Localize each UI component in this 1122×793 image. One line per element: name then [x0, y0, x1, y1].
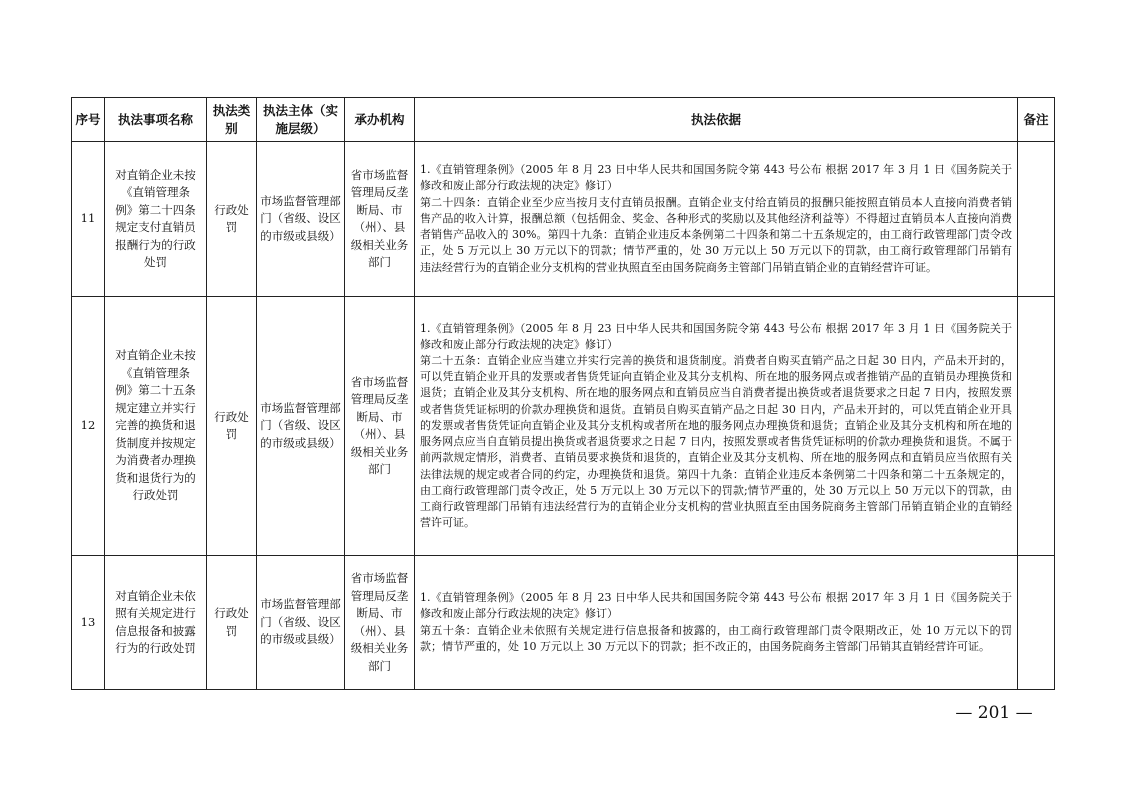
table-row — [72, 297, 1055, 556]
row-item-name: 对直销企业未按《直销管理条例》第二十五条规定建立并实行完善的换货和退货制度并按规定为消费者办理换货和退货行为的行政处罚 — [105, 297, 207, 556]
row-basis — [415, 297, 1018, 556]
table-row — [72, 142, 1055, 297]
row-remark — [1018, 556, 1055, 690]
row-remark — [1018, 142, 1055, 297]
row-subject: 市场监督管理部门（省级、设区的市级或县级） — [257, 142, 345, 297]
row-subject: 市场监督管理部门（省级、设区的市级或县级） — [257, 556, 345, 690]
row-category: 行政处罚 — [207, 142, 257, 297]
row-agency: 省市场监督管理局反垄断局、市（州）、县级相关业务部门 — [345, 556, 415, 690]
table-row — [72, 556, 1055, 690]
enforcement-items-table — [71, 97, 1055, 690]
header-remark: 备注 — [1018, 98, 1055, 142]
row-basis — [415, 556, 1018, 690]
row-agency: 省市场监督管理局反垄断局、市（州）、县级相关业务部门 — [345, 142, 415, 297]
basis-source: 1.《直销管理条例》（2005 年 8 月 23 日中华人民共和国国务院令第 443 号公布 根据 2017 年 3 月 1 日《国务院关于修改和废止部分行政法规的决定》修订） — [420, 591, 1012, 621]
basis-articles: 第二十四条：直销企业至少应当按月支付直销员报酬。直销企业支付给直销员的报酬只能按照直销员本人直接向消费者销售产品的收入计算，报酬总额（包括佣金、奖金、各种形式的奖励以及其他经济利益等）不得超过直销员本人直接向消费者销售产品收入的 30%。第四十九条：直销企业违反本条例第二十四条和第二十五条规定的，由工商行政管理部门责令改正，处 5 万元以上 30 万元以下的罚款；情节严重的，处 30 万元以上 50 万元以下的罚款，由工商行政管理部门吊销有违法经营行为的直销企业分支机构的营业执照直至由国务院商务主管部门吊销直销企业的直销经营许可证。 — [420, 195, 1012, 274]
table-header-row — [72, 98, 1055, 142]
basis-source: 1.《直销管理条例》（2005 年 8 月 23 日中华人民共和国国务院令第 443 号公布 根据 2017 年 3 月 1 日《国务院关于修改和废止部分行政法规的决定》修订） — [420, 321, 1012, 351]
header-subject: 执法主体（实施层级） — [257, 98, 345, 142]
page-number: — 201 — — [955, 703, 1033, 723]
row-seq: 13 — [72, 556, 105, 690]
basis-articles: 第五十条：直销企业未依照有关规定进行信息报备和披露的，由工商行政管理部门责令限期改正，处 10 万元以下的罚款；情节严重的，处 10 万元以上 30 万元以下的罚款；拒不改正的，由国务院商务主管部门吊销其直销经营许可证。 — [420, 623, 1012, 653]
row-subject: 市场监督管理部门（省级、设区的市级或县级） — [257, 297, 345, 556]
header-agency: 承办机构 — [345, 98, 415, 142]
header-item-name: 执法事项名称 — [105, 98, 207, 142]
row-basis — [415, 142, 1018, 297]
row-remark — [1018, 297, 1055, 556]
row-item-name: 对直销企业未按《直销管理条例》第二十四条规定支付直销员报酬行为的行政处罚 — [105, 142, 207, 297]
row-category: 行政处罚 — [207, 297, 257, 556]
row-category: 行政处罚 — [207, 556, 257, 690]
header-category: 执法类别 — [207, 98, 257, 142]
basis-source: 1.《直销管理条例》（2005 年 8 月 23 日中华人民共和国国务院令第 443 号公布 根据 2017 年 3 月 1 日《国务院关于修改和废止部分行政法规的决定》修订） — [420, 163, 1012, 193]
header-seq: 序号 — [72, 98, 105, 142]
row-seq: 12 — [72, 297, 105, 556]
row-item-name: 对直销企业未依照有关规定进行信息报备和披露行为的行政处罚 — [105, 556, 207, 690]
basis-articles: 第二十五条：直销企业应当建立并实行完善的换货和退货制度。消费者自购买直销产品之日起 30 日内，产品未开封的，可以凭直销企业开具的发票或者售货凭证向直销企业及其分支机构、所在地的服务网点或者推销产品的直销员办理换货和退货；直销企业及其分支机构、所在地的服务网点和直销员应当自消费者提出换货或者退货要求之日起 7 日内，按照发票或者售货凭证标明的价款办理换货和退货。直销员自购买直销产品之日起 30 日内，产品未开封的，可以凭直销企业开具的发票或者售货凭证向直销企业及其分支机构或者所在地的服务网点办理换货和退货；直销企业及其分支机构和所在地的服务网点应当自直销员提出换货或者退货要求之日起 7 日内，按照发票或者售货凭证标明的价款办理换货和退货。不属于前两款规定情形，消费者、直销员要求换货和退货的，直销企业及其分支机构、所在地的服务网点和直销员应当依照有关法律法规的规定或者合同的约定，办理换货和退货。第四十九条：直销企业违反本条例第二十四条和第二十五条规定的，由工商行政管理部门责令改正，处 5 万元以上 30 万元以下的罚款;情节严重的，处 30 万元以上 50 万元以下的罚款，由工商行政管理部门吊销有违法经营行为的直销企业分支机构的营业执照直至由国务院商务主管部门吊销直销企业的直销经营许可证。 — [420, 354, 1012, 530]
header-basis: 执法依据 — [415, 98, 1018, 142]
row-seq: 11 — [72, 142, 105, 297]
row-agency: 省市场监督管理局反垄断局、市（州）、县级相关业务部门 — [345, 297, 415, 556]
